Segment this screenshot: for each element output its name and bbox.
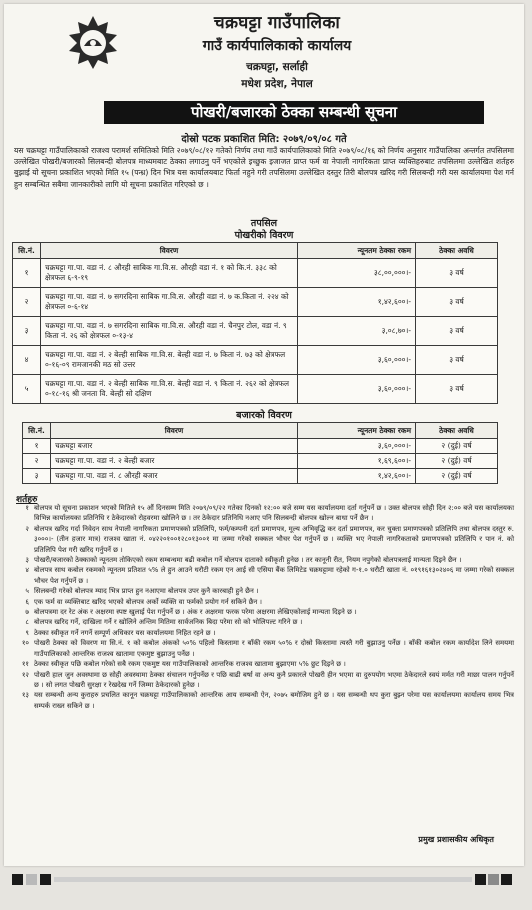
rule-text: पोखरी/बजारको ठेक्काको न्यूनतम तोकिएको रकम सम्बन्धमा बढी कबोल गर्ने बोलपत्र दाताको स्वीकृती हुनेछ । तर कानूनी रीत, नियम नपुगेको बोलपत्रलाई मान्यता दिइने छैन । <box>34 556 462 565</box>
rule-text: पोखरी ठेक्का को विवरण मा सि.नं. १ को कबोल अंकको ५०% पहिलो किस्तामा र बाँकी रकम ५०% र दोस्रो किस्तामा त्यस्तै गरी बुझाउनु पर्नेछ । बाँकी कबोल रकम कार्यादेश लिने समयमा गाउँपालिकाको आन्तरिक राजश्व खातामा एकमुष्ट बुझाउनु पर्नेछ । <box>34 639 514 658</box>
table-row <box>13 346 498 375</box>
cell-sn: २ <box>23 454 51 469</box>
government-emblem-icon <box>62 14 124 70</box>
cell-sn: ४ <box>13 346 41 375</box>
list-item <box>16 597 514 607</box>
rule-number: ११ <box>21 660 29 669</box>
org-name: चक्रघट्टा गाउँपालिका <box>213 13 341 33</box>
rule-text: बोलपत्र खरिद गर्ने, दाखिला गर्ने र खोलिने अन्तिम मितिमा सार्वजनिक बिदा परेमा सो को भोलिपल्ट गरिने छ । <box>34 618 303 627</box>
cell-period: ३ वर्ष <box>416 288 498 317</box>
letterhead-text <box>132 10 422 91</box>
col-header-sn: सि.नं. <box>13 243 41 259</box>
cell-period: २ (दुई) वर्ष <box>416 454 498 469</box>
rule-number: १२ <box>21 670 29 679</box>
list-item <box>16 586 514 596</box>
list-item <box>16 607 514 617</box>
market-heading: बजारको विवरण <box>236 410 292 421</box>
table-row <box>23 469 498 484</box>
registration-mark-icon <box>12 874 23 885</box>
rule-text: बोलपत्र खरिद गर्दा निवेदन साथ नेपाली नागरिकता प्रमाणपत्रको प्रतिलिपि, फर्म/कम्पनी दर्ता प्रमाणपत्र, मूल्य अभिवृद्धि कर दर्ता प्रमाणपत्र, कर चुक्ता प्रमाणपत्रको प्रतिलिपि तथा बोलपत्र दस्तुर रु. ३०००।- (तीन हजार मात्र) राजश्व खाता नं. ०४२२०१००१२८०१३००१ मा जम्मा गरेको सक्कल भौचर पेश गर्नुपर्ने छ । व्यक्ति भए नेपाली नागरिकताको प्रमाणपत्रको प्रतिलिपि र पान नं. को प्रतिलिपि पेश गरी खरिद गर्नुपर्ने छ । <box>34 524 514 554</box>
rule-text: बोलपत्रमा दर रेट अंक र अक्षरमा स्पष्ट खुलाई पेश गर्नुपर्ने छ । अंक र अक्षरमा फरक परेमा अक्षरमा लेखिएकोलाई मान्यता दिइने छ । <box>34 608 357 617</box>
cell-amount: ३,६०,०००।- <box>298 439 416 454</box>
table-row <box>13 259 498 288</box>
rule-text: एक फर्म वा व्यक्तिबाट खरिद भएको बोलपत्र अर्को व्यक्ति वा फर्मको प्रयोग गर्न सकिने छैन । <box>34 597 263 606</box>
col-header-sn: सि.नं. <box>23 423 51 439</box>
col-header-amount: न्यूनतम ठेक्का रकम <box>298 243 416 259</box>
rule-text: पोखरी हाल जुन अवस्थामा छ सोही अवस्थामा ठेक्का संचालन गर्नुपर्नेछ र पछि बाढी बर्षा वा अन्य कुनै प्रकारले पोखरी हीन भएमा वा दुरुपयोग भएमा ठेकेदारले स्वयं मर्मत गरी माछा पालन गर्नुपर्ने छ । सो लगत पोखरी सुरक्षा र रेखदेख गर्ने जिम्मा ठेकेदारको हुनेछ । <box>34 670 514 689</box>
registration-mark-icon <box>475 874 486 885</box>
table-header-row <box>23 423 498 439</box>
list-item <box>16 670 514 691</box>
notice-page <box>4 4 524 866</box>
registration-mark-icon <box>488 874 499 885</box>
col-header-amount: न्यूनतम ठेक्का रकम <box>298 423 416 439</box>
letterhead <box>4 4 524 96</box>
rule-number: ५ <box>25 587 29 596</box>
cell-period: ३ वर्ष <box>416 375 498 404</box>
col-header-period: ठेक्का अवधि <box>416 243 498 259</box>
rule-number: ९ <box>25 628 29 637</box>
cell-desc: चक्रघट्टा गा.पा. वडा नं. २ बेल्ही साबिक गा.वि.स. बेल्ही वडा नं. ७ किता नं. ७३ को क्षेत्रफल ०-१६-०९ रामजानकी मठ सो उत्तर <box>41 346 298 375</box>
province-name: मधेश प्रदेश, नेपाल <box>241 78 313 90</box>
registration-mark-icon <box>40 874 51 885</box>
cell-desc: चक्रघट्टा गा.पा. वडा नं. २ बेल्ही साबिक गा.वि.स. बेल्ही वडा नं. ९ किता नं. २६२ को क्षेत्रफल ०-१८-१६ श्री जनता वि. बेल्ही सो दक्षिण <box>41 375 298 404</box>
market-table <box>22 422 498 484</box>
cell-sn: ५ <box>13 375 41 404</box>
cell-period: २ (दुई) वर्ष <box>416 439 498 454</box>
list-item <box>16 659 514 669</box>
table-row <box>13 375 498 404</box>
rule-number: ६ <box>25 597 29 606</box>
office-name: गाउँ कार्यपालिकाको कार्यालय <box>202 38 352 54</box>
table-row <box>23 454 498 469</box>
notice-intro: यस चक्रघट्टा गाउँपालिकाको राजश्व परामर्श समितिको मिति २०७९/०८/१२ गतेको निर्णय तथा गाउँ कार्यपालिकाको मिति २०७९/०८/१६ को निर्णय अनुसार गाउँपालिका अन्तर्गत तपसिलमा उल्लेखित पोखरी/बजारको सिलबन्दी बोलपत्र माध्यमबाट ठेक्का लगाउनु पर्ने भएकोले इच्छुक इजाजत प्राप्त फर्म वा नेपाली नागरिकता प्राप्त व्यक्तिहरुबाट तपसिलमा उल्लेखित शर्तहरु बुझाई यो सूचना प्रकाशित भएको मिति १५ (पन्ध्र) दिन भित्र यस कार्यालयबाट फिर्ता नहुने गरी तपसिलमा उल्लेखित दस्तुर तिरी बोलपत्र खरिद गरी सिलबन्दी गरी यस कार्यालयमा पेश गर्न हुन सम्बन्धित सबैमा जानकारीको लागि यो सूचना प्रकाशित गरिएको छ । <box>14 146 514 189</box>
cell-sn: ३ <box>23 469 51 484</box>
cell-period: २ (दुई) वर्ष <box>416 469 498 484</box>
rules-heading: शर्तहरु <box>16 495 38 505</box>
rule-text: ठेक्का स्वीकृत गर्ने नगर्ने सम्पूर्ण अधिकार यस कार्यालयमा निहित रहने छ । <box>34 628 216 637</box>
rule-number: ७ <box>25 608 29 617</box>
list-item <box>16 503 514 524</box>
cell-amount: ३,६०,०००।- <box>298 346 416 375</box>
rule-text: बोलपत्र यो सूचना प्रकाशन भएको मितिले १५ औं दिनसम्म मिति २०७९/०९/२२ गतेका दिनको १२:०० बजे सम्म यस कार्यालयमा दर्ता गर्नुपर्ने छ । उक्त बोलपत्र सोही दिन २:०० बजे यस कार्यालयका विभिन्न कार्यालयका प्रतिनिधि र ठेकेदारको रोहवरमा खोलिने छ । तर ठेकेदार प्रतिनिधि नआए पनि सिलबन्दी बोलपत्र खोल्न बाधा पर्ने छैन । <box>34 504 514 523</box>
office-address: चक्रघट्टा, सर्लाही <box>246 61 308 73</box>
ponds-table <box>12 242 498 404</box>
cell-amount: ३८,००,०००।- <box>298 259 416 288</box>
rule-number: १० <box>21 639 29 648</box>
col-header-desc: विवरण <box>51 423 298 439</box>
rule-text: यस सम्बन्धी अन्य कुराहरु प्रचलित कानून चक्रघट्टा गाउँपालिकाको आन्तरिक आय सम्बन्धी ऐन, २०७५ बमोजिम हुने छ । यस सम्बन्धी थप कुरा बुझ्न परेमा यस कार्यालयमा कार्यालय समय भित्र सम्पर्क राख्न सकिने छ । <box>34 691 514 710</box>
list-item <box>16 690 514 711</box>
table-row <box>23 439 498 454</box>
cell-sn: १ <box>23 439 51 454</box>
cell-amount: ३,६०,०००।- <box>298 375 416 404</box>
registration-mark-icon <box>501 874 512 885</box>
cell-sn: १ <box>13 259 41 288</box>
cell-desc: चक्रघट्टा गा.पा. वडा नं. ८ औरही बजार <box>51 469 298 484</box>
rules-list <box>16 503 514 711</box>
col-header-period: ठेक्का अवधि <box>416 423 498 439</box>
rule-number: ४ <box>25 566 29 575</box>
table-header-row <box>13 243 498 259</box>
cell-desc: चक्रघट्टा गा.पा. वडा नं. ७ सगरदिना साबिक गा.वि.स. औरही वडा नं. ७ क.किता नं. २२४ को क्षेत्रफल ०-६-१४ <box>41 288 298 317</box>
cell-desc: चक्रघट्टा बजार <box>51 439 298 454</box>
table-row <box>13 317 498 346</box>
tapasil-label: तपसिल <box>250 218 278 229</box>
cell-amount: ३,०८,७०।- <box>298 317 416 346</box>
cell-period: ३ वर्ष <box>416 259 498 288</box>
list-item <box>16 524 514 555</box>
cell-desc: चक्रघट्टा गा.पा. वडा नं. ८ औरही साबिक गा.वि.स. औरही वडा नं. १ को कि.नं. ३३८ को क्षेत्रफल ६-९-१९ <box>41 259 298 288</box>
publish-date: दोस्रो पटक प्रकाशित मिति: २०७९/०९/०८ गते <box>181 134 347 145</box>
list-item <box>16 638 514 659</box>
print-registration-strip <box>12 872 512 886</box>
rule-number: २ <box>25 524 29 533</box>
cell-amount: १,४२,६००।- <box>298 288 416 317</box>
cell-amount: १,६९,६००।- <box>298 454 416 469</box>
table-row <box>13 288 498 317</box>
cell-desc: चक्रघट्टा गा.पा. वडा नं. ७ सगरदिना साबिक गा.वि.स. औरही वडा नं. चैनपुर टोल, वडा नं. ९ किता नं. २६ को क्षेत्रफल ०-१३-४ <box>41 317 298 346</box>
list-item <box>16 565 514 586</box>
cell-desc: चक्रघट्टा गा.पा. वडा नं. २ बेल्ही बजार <box>51 454 298 469</box>
col-header-desc: विवरण <box>41 243 298 259</box>
rule-number: ८ <box>25 618 29 627</box>
color-calibration-squares <box>475 874 512 885</box>
cell-period: ३ वर्ष <box>416 346 498 375</box>
cell-period: ३ वर्ष <box>416 317 498 346</box>
grey-scale-bar <box>54 877 472 882</box>
cell-amount: १,४२,६००।- <box>298 469 416 484</box>
rule-text: सिलबन्दी गरेको बोलपत्र म्याद भित्र प्राप्त हुन नआएमा बोलपत्र उपर कुनै कारबाही हुने छैन । <box>34 587 259 596</box>
rule-number: १ <box>25 504 29 512</box>
ponds-heading: पोखरीको विवरण <box>234 230 294 241</box>
rule-text: ठेक्का स्वीकृत पछि कबोल गरेको सबै रकम एकमुष्ट यस गाउँपालिकाको आन्तरिक राजश्व खातामा बुझाएमा ५% छुट दिइने छ । <box>34 660 346 669</box>
rule-text: बोलपत्र साथ कबोल रकमको न्यूनतम प्रतिशत ५% ले हुन आउने धरौटी रकम एन आई सी एसिया बैंक लिमिटेड चक्रघट्टामा रहेको ग-१.० धरौटी खाता नं. ०१९१६१३०२४०६ मा जम्मा गरेको सक्कल भौचर पेश गर्नुपर्ने छ । <box>34 566 514 585</box>
cell-sn: ३ <box>13 317 41 346</box>
rule-number: १३ <box>21 691 29 700</box>
rule-number: ३ <box>25 556 29 565</box>
list-item <box>16 555 514 565</box>
cell-sn: २ <box>13 288 41 317</box>
registration-mark-icon <box>26 874 37 885</box>
list-item <box>16 628 514 638</box>
signature-block: प्रमुख प्रशासकीय अधिकृत <box>418 835 494 844</box>
list-item <box>16 617 514 627</box>
notice-title: पोखरी/बजारको ठेक्का सम्बन्धी सूचना <box>104 101 484 124</box>
